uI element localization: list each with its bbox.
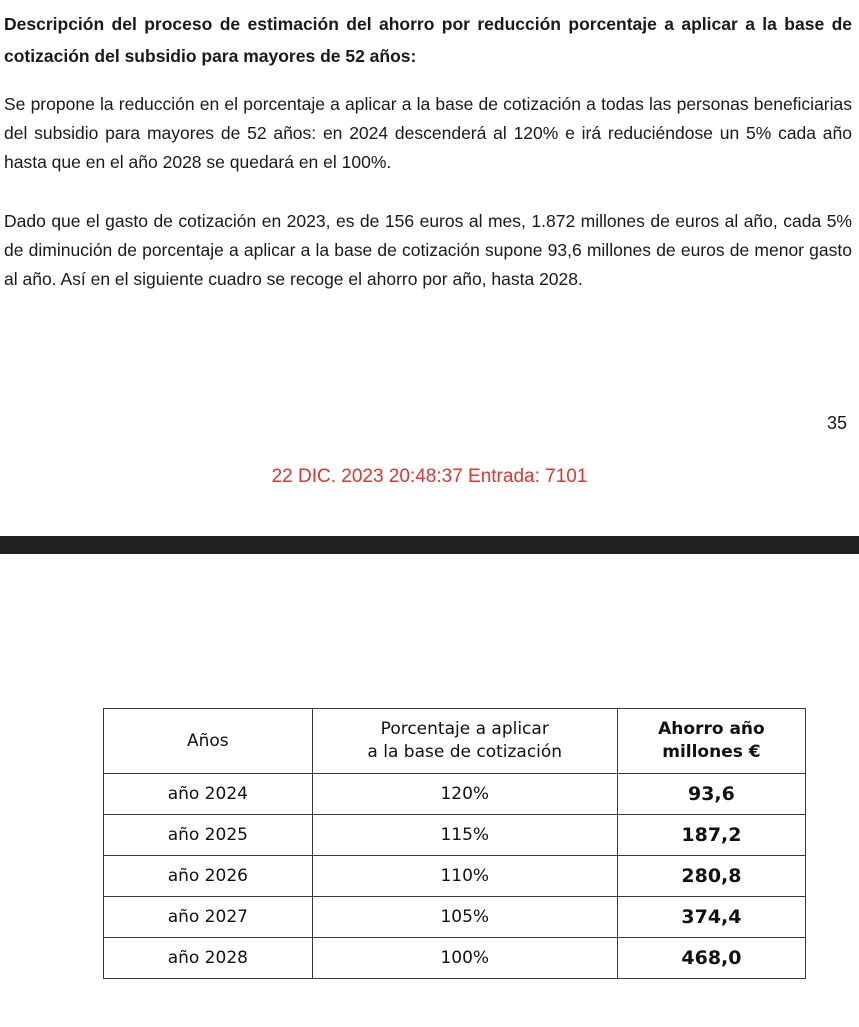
header-saving	[617, 709, 805, 774]
header-percentage-line2: a la base de cotización	[367, 742, 563, 762]
table-row	[104, 856, 806, 897]
cell-saving: 374,4	[617, 897, 805, 938]
header-saving-line1: Ahorro año	[658, 719, 765, 739]
cell-year: año 2027	[104, 897, 313, 938]
savings-table	[103, 708, 806, 979]
registry-stamp: 22 DIC. 2023 20:48:37 Entrada: 7101	[271, 466, 588, 487]
cell-percent: 100%	[312, 938, 617, 979]
cell-year: año 2024	[104, 774, 313, 815]
cell-percent: 105%	[312, 897, 617, 938]
cell-year: año 2028	[104, 938, 313, 979]
cell-year: año 2025	[104, 815, 313, 856]
header-years: Años	[104, 709, 313, 774]
section-heading: Descripción del proceso de estimación del ahorro por reducción porcentaje a aplicar a la base de cotización del subsidio para mayores de 52 años:	[4, 14, 852, 66]
header-percentage	[312, 709, 617, 774]
table-row	[104, 938, 806, 979]
cell-year: año 2026	[104, 856, 313, 897]
table-row	[104, 774, 806, 815]
table-row	[104, 815, 806, 856]
cell-saving: 468,0	[617, 938, 805, 979]
page-divider	[0, 536, 859, 554]
header-saving-line2: millones €	[662, 742, 761, 762]
cell-percent: 120%	[312, 774, 617, 815]
cell-percent: 110%	[312, 856, 617, 897]
cell-saving: 93,6	[617, 774, 805, 815]
paragraph-proposal: Se propone la reducción en el porcentaje a aplicar a la base de cotización a todas las personas beneficiarias del subsidio para mayores de 52 años: en 2024 descenderá al 120% e irá reduciéndose un 5% cada año hasta que en el año 2028 se quedará en el 100%.	[4, 94, 852, 172]
cell-saving: 280,8	[617, 856, 805, 897]
page-number: 35	[826, 413, 847, 433]
cell-saving: 187,2	[617, 815, 805, 856]
table-row	[104, 897, 806, 938]
header-percentage-line1: Porcentaje a aplicar	[380, 719, 549, 739]
cell-percent: 115%	[312, 815, 617, 856]
paragraph-calculation: Dado que el gasto de cotización en 2023, es de 156 euros al mes, 1.872 millones de euros al año, cada 5% de diminución de porcentaje a aplicar a la base de cotización supone 93,6 millones de euros de menor gasto al año. Así en el siguiente cuadro se recoge el ahorro por año, hasta 2028.	[4, 211, 852, 289]
table-header-row	[104, 709, 806, 774]
